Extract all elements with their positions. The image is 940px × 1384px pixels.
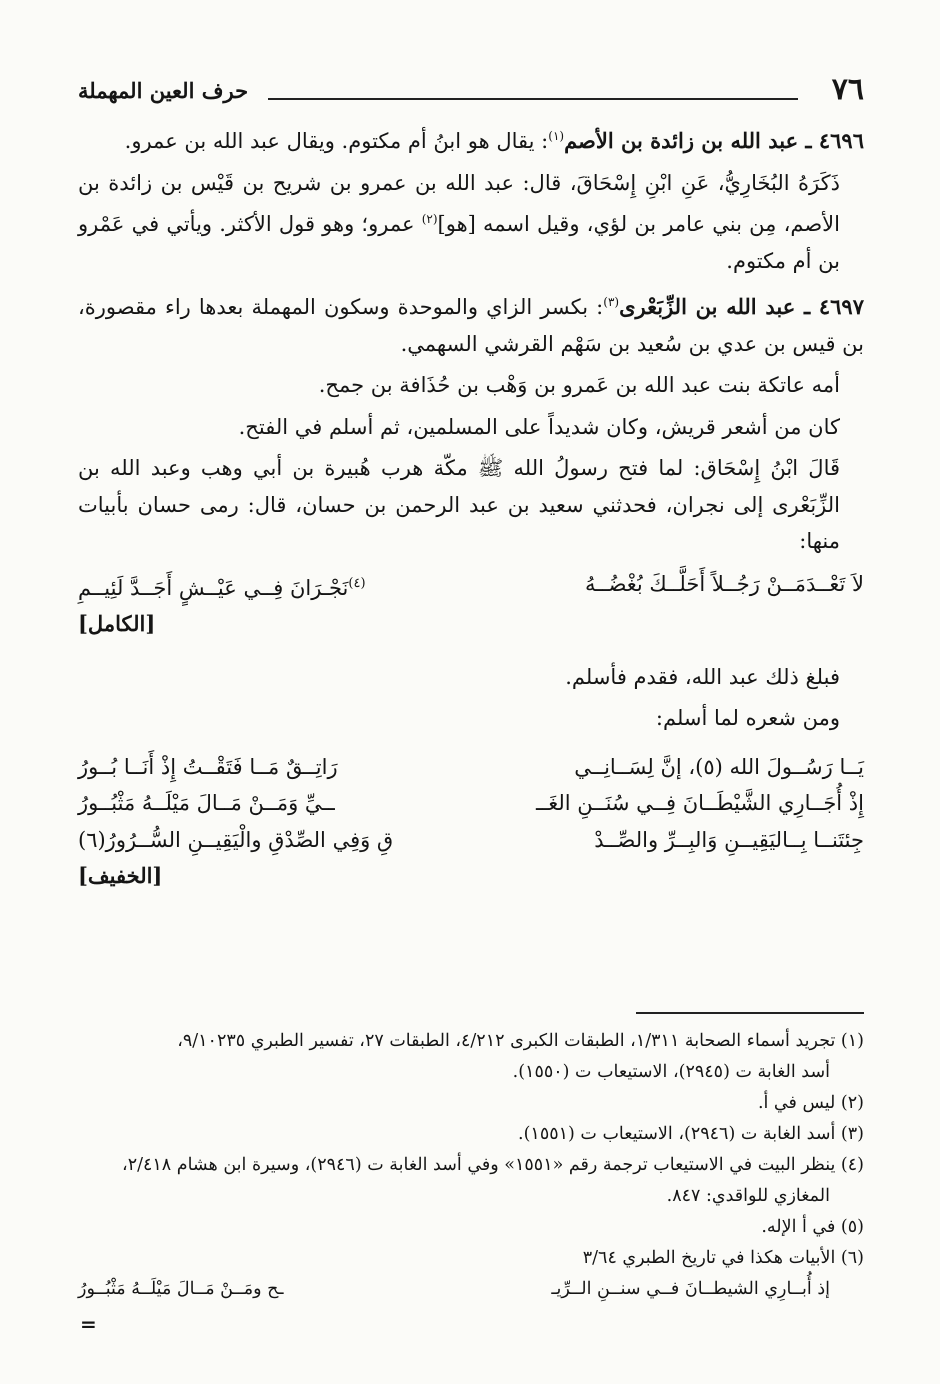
- paragraph-text: عمرو؛ وهو قول الأكثر. ويأتي في عَمْرو بن أم مكتوم.: [78, 212, 840, 273]
- paragraph: أمه عاتكة بنت عبد الله بن عَمرو بن وَهْب بن حُذَافة بن جمح.: [318, 373, 840, 397]
- paragraph-text: ذَكَرَهُ البُخَارِيُّ، عَنِ ابْنِ إِسْحَاقَ، قال: عبد الله بن عمرو بن شريح بن قَيْس بن زائدة بن الأصم، مِن بني عامر بن لؤي، وقيل اسمه [هو]: [78, 170, 840, 236]
- verse-line: [78, 566, 864, 607]
- footnotes: [78, 1026, 864, 1305]
- paragraph: قَالَ ابْنُ إِسْحَاق: لما فتح رسولُ الله ﷺ مكّة هرب هُبيرة بن أبي وهب وعبد الله بن الزِّبَعْرى إلى نجران، فحدثني سعيد بن عبد الرحمن بن حسان، قال: رمى حسان بأبيات منها:: [78, 456, 840, 553]
- entry-4697: [78, 284, 864, 362]
- footnote-ref: (٢): [421, 212, 438, 226]
- footnote-3: (٣) أسد الغابة ت (٢٩٤٦)، الاستيعاب ت (١٥٥١).: [518, 1124, 864, 1144]
- footnote-1-cont: أسد الغابة ت (٢٩٤٥)، الاستيعاب ت (١٥٥٠).: [512, 1062, 830, 1082]
- entry-heading: ٤٦٩٧ ـ عبد الله بن الزِّبَعْرى: [619, 294, 864, 319]
- footnote-6: (٦) الأبيات هكذا في تاريخ الطبري ٣/٦٤: [582, 1248, 864, 1268]
- verse-line: [78, 785, 864, 822]
- page-header: [78, 72, 864, 112]
- verse-hemistich-left: ــيِّ وَمَــنْ مَــالَ مَيْلَــهُ مَثْبُــورُ: [78, 791, 335, 815]
- continuation-mark: =: [80, 1312, 97, 1336]
- footnote-4-cont: المغازي للواقدي: ٨٤٧.: [666, 1186, 830, 1206]
- verse-hemistich-right: جِئتَنــا بِــاليَقِيــنِ وَالبِــرِّ والصِّــدْ: [594, 827, 864, 852]
- paragraph: كان من أشعر قريش، وكان شديداً على المسلمين، ثم أسلم في الفتح.: [238, 414, 840, 439]
- main-text: [78, 118, 864, 911]
- meter-label: [الكامل]: [78, 611, 156, 636]
- verse-hemistich-left: رَاتِــقٌ مَــا فَتَقْــتُ إِذْ أَنَــا بُــورُ: [78, 754, 338, 779]
- running-title: حرف العين المهملة: [78, 78, 249, 103]
- footnote-ref: (٣): [603, 295, 620, 309]
- verse-hemistich-right: يَــا رَسُــولَ الله (٥)، إنَّ لِسَــانِــي: [574, 754, 864, 779]
- verse-hemistich-right: إذ أُبــارِي الشيطــانَ فــي سنــنِ الــرِّيـ: [551, 1279, 830, 1299]
- footnote-5: (٥) في أ الإله.: [761, 1217, 864, 1237]
- paragraph: فبلغ ذلك عبد الله، فقدم فأسلم.: [565, 664, 840, 689]
- entry-intro: : بكسر الزاي والموحدة وسكون المهملة بعدها راء مقصورة، بن قيس بن عدي بن سُعيد بن سَهْم القرشي السهمي.: [78, 295, 864, 356]
- verse-hemistich-left: قِ وَفِي الصِّدْقِ والْيَقِيــنِ السُّــرُورُ(٦): [78, 827, 394, 852]
- verse-line: [78, 822, 864, 859]
- entry-intro: : يقال هو ابنُ أم مكتوم. ويقال عبد الله بن عمرو.: [124, 129, 549, 153]
- page-number: ٧٦: [831, 72, 864, 107]
- footnote-2: (٢) ليس في أ.: [757, 1093, 864, 1113]
- footnote-4: (٤) ينظر البيت في الاستيعاب ترجمة رقم «١٥٥١» وفي أسد الغابة ت (٢٩٤٦)، وسيرة ابن هشام ٢/٤١٨،: [122, 1155, 864, 1175]
- entry-heading: ٤٦٩٦ ـ عبد الله بن زائدة بن الأصم: [564, 128, 864, 153]
- footnote-ref: (٤): [348, 575, 366, 591]
- verse-hemistich-right: إِذْ أُجَــارِي الشَّيْطَــانَ فِــي سُنَــنِ الغَــ: [535, 791, 864, 815]
- verse-line: [78, 749, 864, 786]
- footnote-separator: [636, 1012, 864, 1014]
- verse-hemistich-left: نَجْـرَانَ فِــي عَيْــشٍ أَجَــدَّ لَئِيــمِ: [78, 575, 349, 600]
- paragraph: ومن شعره لما أسلم:: [655, 706, 840, 730]
- meter-label: [الخفيف]: [78, 863, 163, 888]
- footnote-6-verse: [78, 1274, 864, 1305]
- verse-hemistich-left: ـح ومَــنْ مَــالَ مَيْلَــهُ مَثْبُــورُ: [78, 1279, 284, 1299]
- verse-hemistich-right: لاَ تَعْــدَمَــنْ رَجُــلاً أَحَلَّــكَ بُغْضُــهُ: [585, 571, 864, 596]
- footnote-ref: (١): [548, 129, 565, 143]
- paragraph: [78, 165, 864, 280]
- header-rule: [268, 98, 798, 100]
- entry-4696: [78, 118, 864, 160]
- footnote-1: (١) تجريد أسماء الصحابة ١/٣١١، الطبقات الكبرى ٤/٢١٢، الطبقات ٢٧، تفسير الطبري ٩/١٠٢٣٥،: [177, 1031, 864, 1051]
